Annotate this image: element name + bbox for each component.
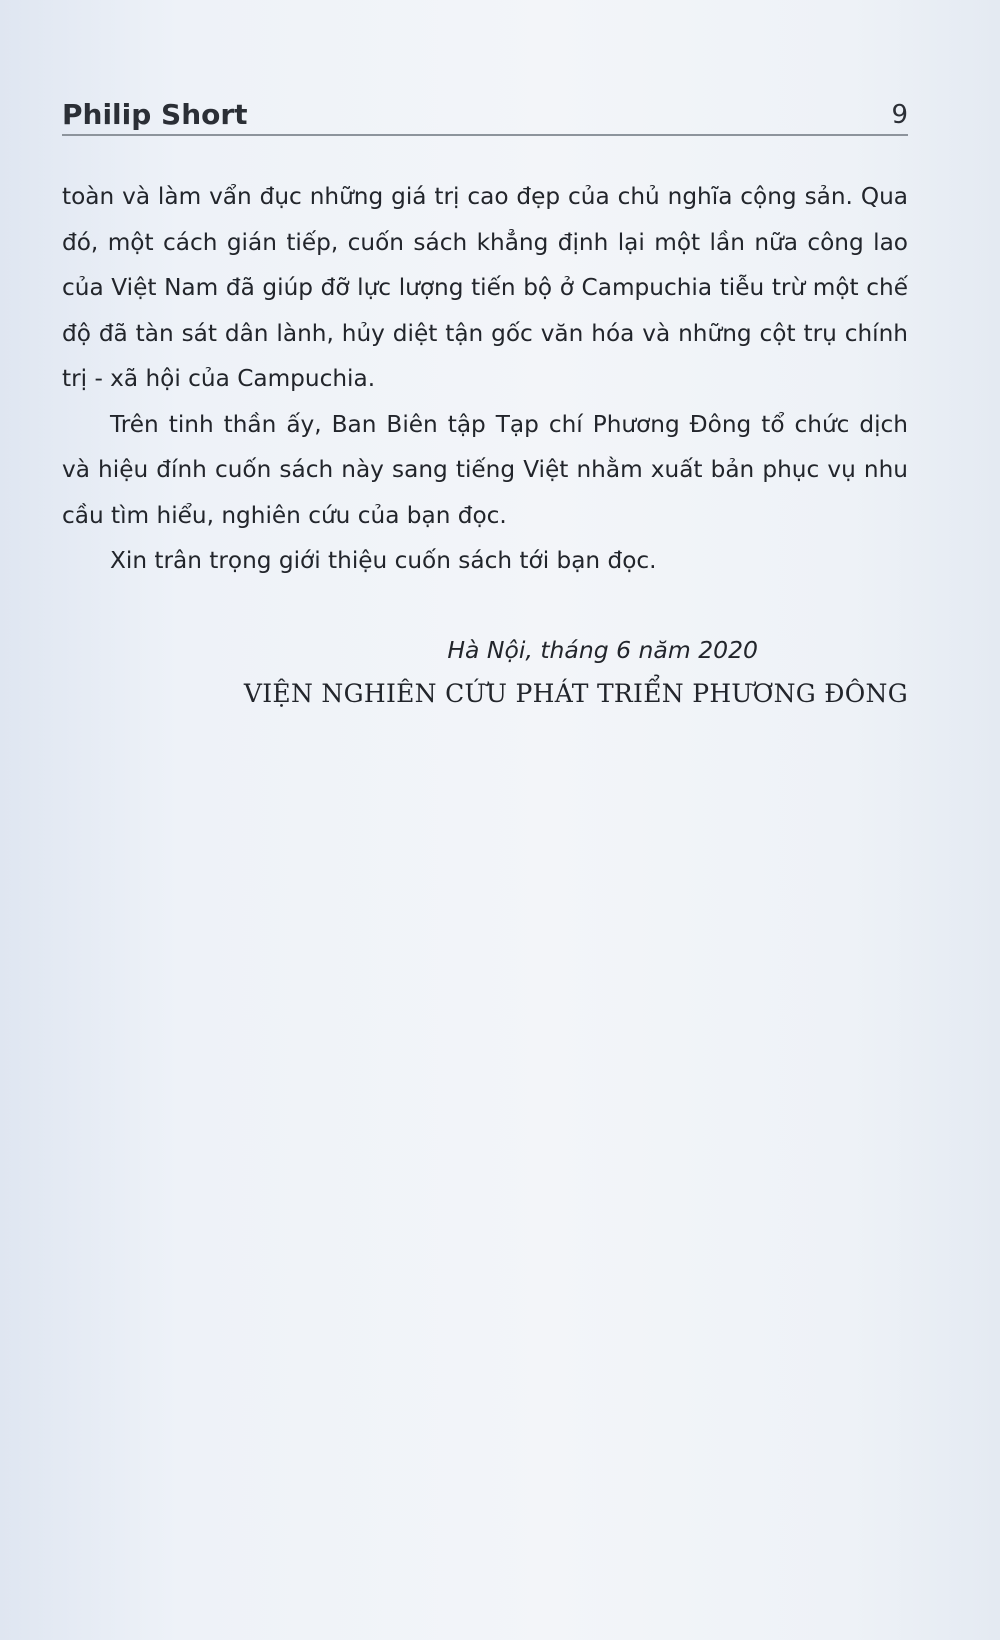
page-number: 9: [891, 100, 908, 130]
paragraph: Xin trân trọng giới thiệu cuốn sách tới bạn đọc.: [110, 547, 657, 574]
signature-block: [62, 628, 908, 716]
running-header: [62, 96, 908, 136]
header-author: Philip Short: [62, 98, 248, 131]
signature-organization: VIỆN NGHIÊN CỨU PHÁT TRIỂN PHƯƠNG ĐÔNG: [243, 679, 908, 708]
paragraph: toàn và làm vẩn đục những giá trị cao đẹp của chủ nghĩa cộng sản. Qua đó, một cách gián tiếp, cuốn sách khẳng định lại một lần nữa công lao của Việt Nam đã giúp đỡ lực lượng tiến bộ ở Campuchia tiễu trừ một chế độ đã tàn sát dân lành, hủy diệt tận gốc văn hóa và những cột trụ chính trị - xã hội của Campuchia.: [62, 183, 908, 392]
paragraph: Trên tinh thần ấy, Ban Biên tập Tạp chí Phương Đông tổ chức dịch và hiệu đính cuốn sách này sang tiếng Việt nhằm xuất bản phục vụ nhu cầu tìm hiểu, nghiên cứu của bạn đọc.: [62, 410, 908, 529]
signature-date: Hà Nội, tháng 6 năm 2020: [447, 636, 758, 664]
body-text: [62, 174, 908, 584]
